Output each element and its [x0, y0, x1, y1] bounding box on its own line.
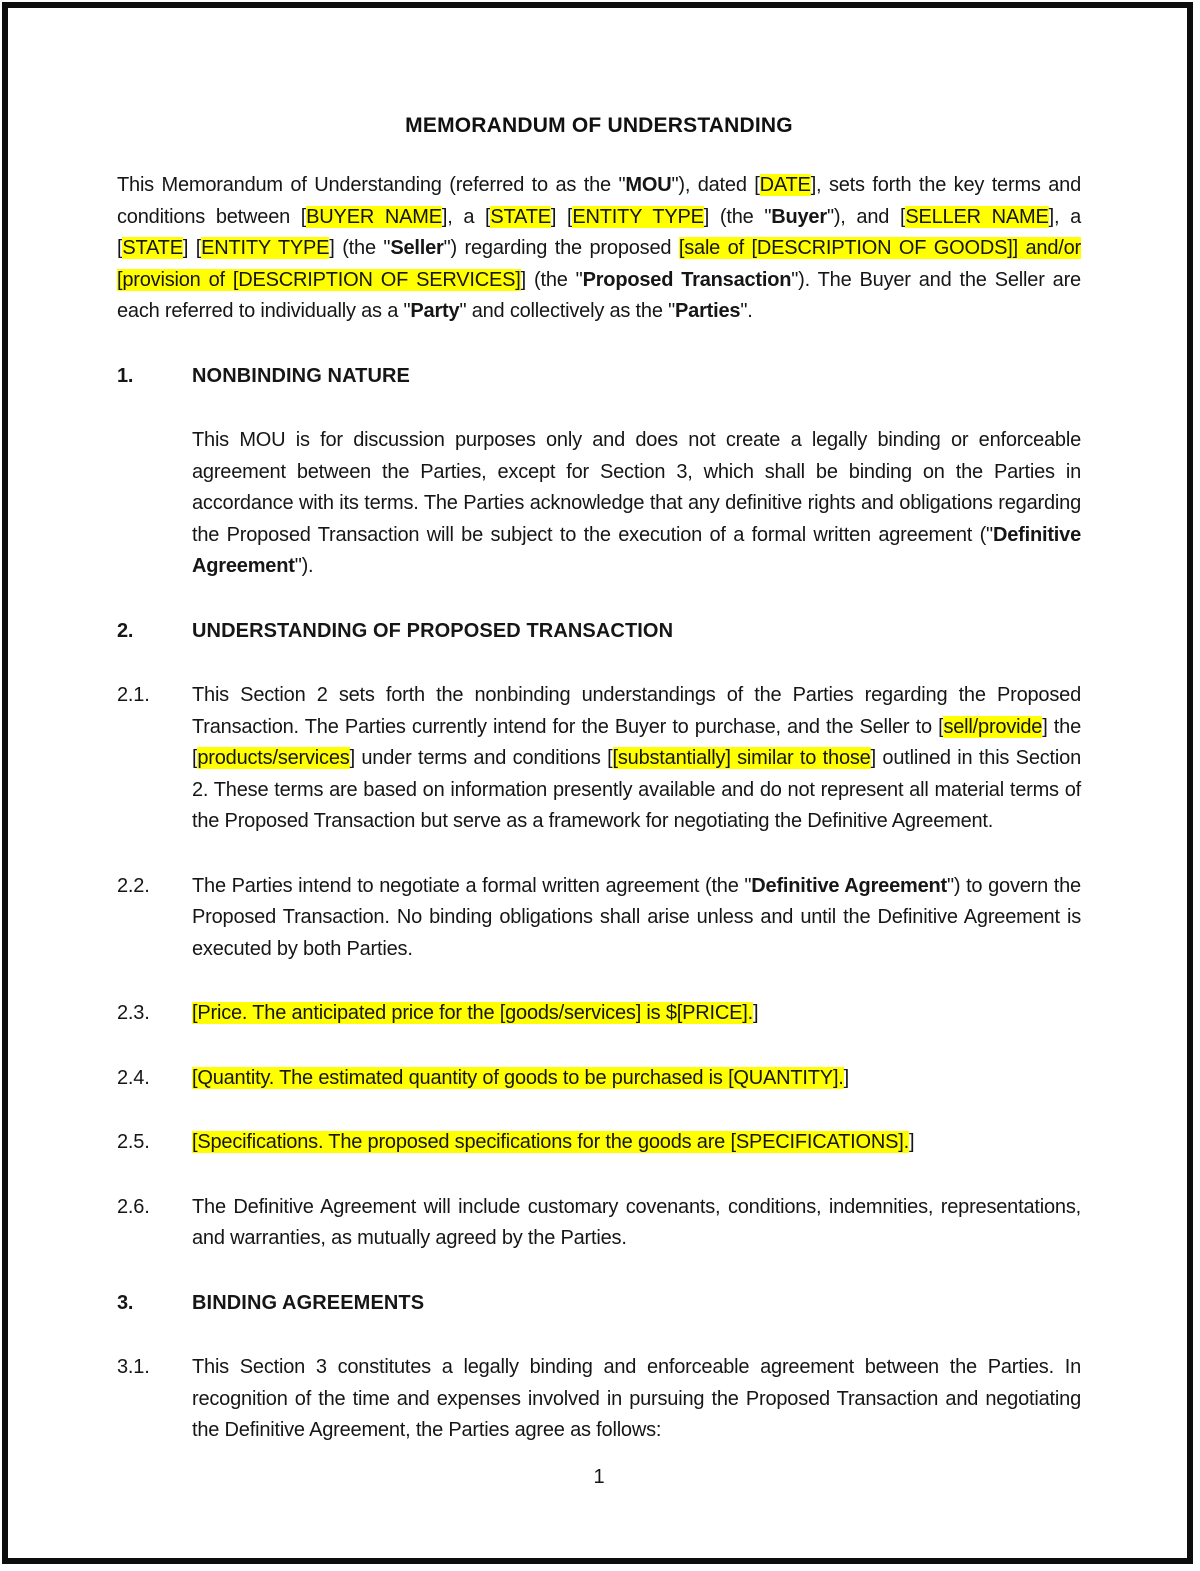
text-run: " and collectively as the " — [459, 300, 676, 322]
clause-number — [117, 425, 192, 583]
text-run: ] [ — [182, 237, 202, 259]
clause-paragraph — [117, 998, 1081, 1030]
paragraph-text — [192, 1192, 1081, 1255]
text-run: ". — [740, 300, 753, 322]
text-run: ] under terms and conditions [ — [349, 747, 613, 769]
paragraph-text — [192, 1127, 1081, 1159]
text-run: The Parties intend to negotiate a formal written agreement (the " — [192, 874, 752, 897]
highlighted-placeholder: [substantially] similar to those — [612, 747, 871, 769]
clause-number: 2. — [117, 619, 134, 642]
clause-paragraph — [117, 871, 1081, 966]
text-run: The Definitive Agreement will include customary covenants, conditions, indemnities, representations, and warranties, as mutually agreed by the Parties. — [192, 1195, 1081, 1249]
document-page — [117, 112, 1081, 1480]
clause-number: 2.1. — [117, 684, 150, 706]
text-run: ], a [ — [441, 205, 491, 228]
defined-term: Buyer — [771, 205, 827, 228]
clause-paragraph — [117, 1192, 1081, 1255]
highlighted-placeholder: ENTITY TYPE — [572, 205, 704, 228]
text-run: "). The Buyer and the Seller are each referred to individually as a " — [117, 268, 1081, 322]
highlighted-placeholder: sell/provide — [943, 715, 1043, 738]
clause-number: 3. — [117, 1291, 134, 1314]
highlighted-placeholder: products/services — [197, 747, 350, 769]
clause-paragraph — [117, 170, 1081, 328]
section-heading — [117, 361, 1081, 393]
text-run: "), dated [ — [671, 174, 760, 196]
paragraph-text — [192, 680, 1081, 838]
document-title: MEMORANDUM OF UNDERSTANDING — [405, 114, 793, 137]
highlighted-placeholder: DATE — [759, 174, 811, 196]
paragraph-text — [192, 425, 1081, 583]
clause-number: 2.5. — [117, 1131, 150, 1153]
text-run: ] outlined in this Section 2. These terms are based on information presently available and do not represent all material terms of the Proposed Transaction but serve as a framework for negotiating the Definitive Agreement. — [192, 747, 1081, 832]
clause-paragraph — [117, 1127, 1081, 1159]
text-run: This MOU is for discussion purposes only and does not create a legally binding or enforceable agreement between the Parties, except for Section 3, which shall be binding on the Parties in accordance with its terms. The Parties acknowledge that any definitive rights and obligations regarding the Proposed Transaction will be subject to the execution of a formal written agreement (" — [192, 429, 1081, 546]
section-heading — [117, 1288, 1081, 1320]
clause-paragraph — [117, 680, 1081, 838]
text-run: ] — [752, 1002, 759, 1024]
clause-number: 2.4. — [117, 1066, 150, 1089]
clause-number: 2.6. — [117, 1195, 150, 1218]
text-run: "), and [ — [826, 205, 906, 228]
paragraph-text — [192, 871, 1081, 966]
paragraph-text — [117, 170, 1081, 328]
defined-term: Seller — [390, 237, 444, 259]
text-run: "). — [294, 555, 314, 577]
text-run: ] — [843, 1066, 850, 1089]
clause-paragraph — [117, 425, 1081, 583]
section-heading — [117, 616, 1081, 648]
text-run: ], sets forth the key terms and conditions between [ — [117, 174, 1081, 228]
text-run: ] [ — [550, 205, 573, 228]
highlighted-placeholder: ENTITY TYPE — [201, 237, 330, 259]
defined-term: Proposed Transaction — [582, 268, 792, 291]
text-run: ") to govern the Proposed Transaction. No binding obligations shall arise unless and until the Definitive Agreement is executed by both Parties. — [192, 874, 1081, 960]
text-run: ] (the " — [520, 268, 583, 291]
heading-text — [192, 1288, 1081, 1320]
paragraph-text — [192, 1063, 1081, 1095]
text-run: This Memorandum of Understanding (referred to as the " — [117, 174, 626, 196]
highlighted-placeholder: [Quantity. The estimated quantity of goods to be purchased is [QUANTITY]. — [192, 1066, 844, 1089]
text-run: ] — [908, 1131, 915, 1153]
highlighted-placeholder: [sale of [DESCRIPTION OF GOODS]] and/or [provision of [DESCRIPTION OF SERVICES] — [117, 237, 1081, 291]
highlighted-placeholder: SELLER NAME — [905, 205, 1049, 228]
highlighted-placeholder: [Price. The anticipated price for the [goods/services] is $[PRICE]. — [192, 1002, 753, 1024]
text-run: This Section 3 constitutes a legally binding and enforceable agreement between the Parties. In recognition of the time and expenses involved in pursuing the Proposed Transaction and negotiating the Definitive Agreement, the Parties agree as follows: — [192, 1356, 1081, 1441]
text-run: ], a [ — [117, 205, 1081, 259]
text-run: UNDERSTANDING OF PROPOSED TRANSACTION — [192, 619, 674, 642]
defined-term: MOU — [625, 174, 672, 196]
heading-text — [192, 616, 1081, 648]
defined-term: Definitive Agreement — [751, 874, 947, 897]
text-run: ] (the " — [329, 237, 391, 259]
clause-number: 2.2. — [117, 874, 150, 897]
text-run: ] (the " — [703, 205, 772, 228]
document-body — [117, 170, 1081, 1447]
clause-number: 3.1. — [117, 1356, 150, 1378]
defined-term: Party — [410, 300, 460, 322]
text-run: This Section 2 sets forth the nonbinding understandings of the Parties regarding the Proposed Transaction. The Parties currently intend for the Buyer to purchase, and the Seller to [ — [192, 684, 1081, 738]
text-run: NONBINDING NATURE — [192, 364, 410, 387]
heading-text — [192, 361, 1081, 393]
highlighted-placeholder: STATE — [122, 237, 183, 259]
highlighted-placeholder: STATE — [490, 205, 551, 228]
defined-term: Definitive Agreement — [192, 523, 1081, 577]
clause-paragraph — [117, 1352, 1081, 1447]
paragraph-text — [192, 998, 1081, 1030]
defined-term: Parties — [675, 300, 741, 322]
text-run: ] the [ — [192, 715, 1081, 769]
clause-paragraph — [117, 1063, 1081, 1095]
text-run: BINDING AGREEMENTS — [192, 1291, 425, 1314]
highlighted-placeholder: [Specifications. The proposed specifications for the goods are [SPECIFICATIONS]. — [192, 1131, 909, 1153]
page-number: 1 — [593, 1466, 605, 1488]
paragraph-text — [192, 1352, 1081, 1447]
clause-number: 2.3. — [117, 1002, 150, 1024]
clause-number: 1. — [117, 364, 134, 387]
text-run: ") regarding the proposed — [443, 237, 679, 259]
highlighted-placeholder: BUYER NAME — [306, 205, 442, 228]
